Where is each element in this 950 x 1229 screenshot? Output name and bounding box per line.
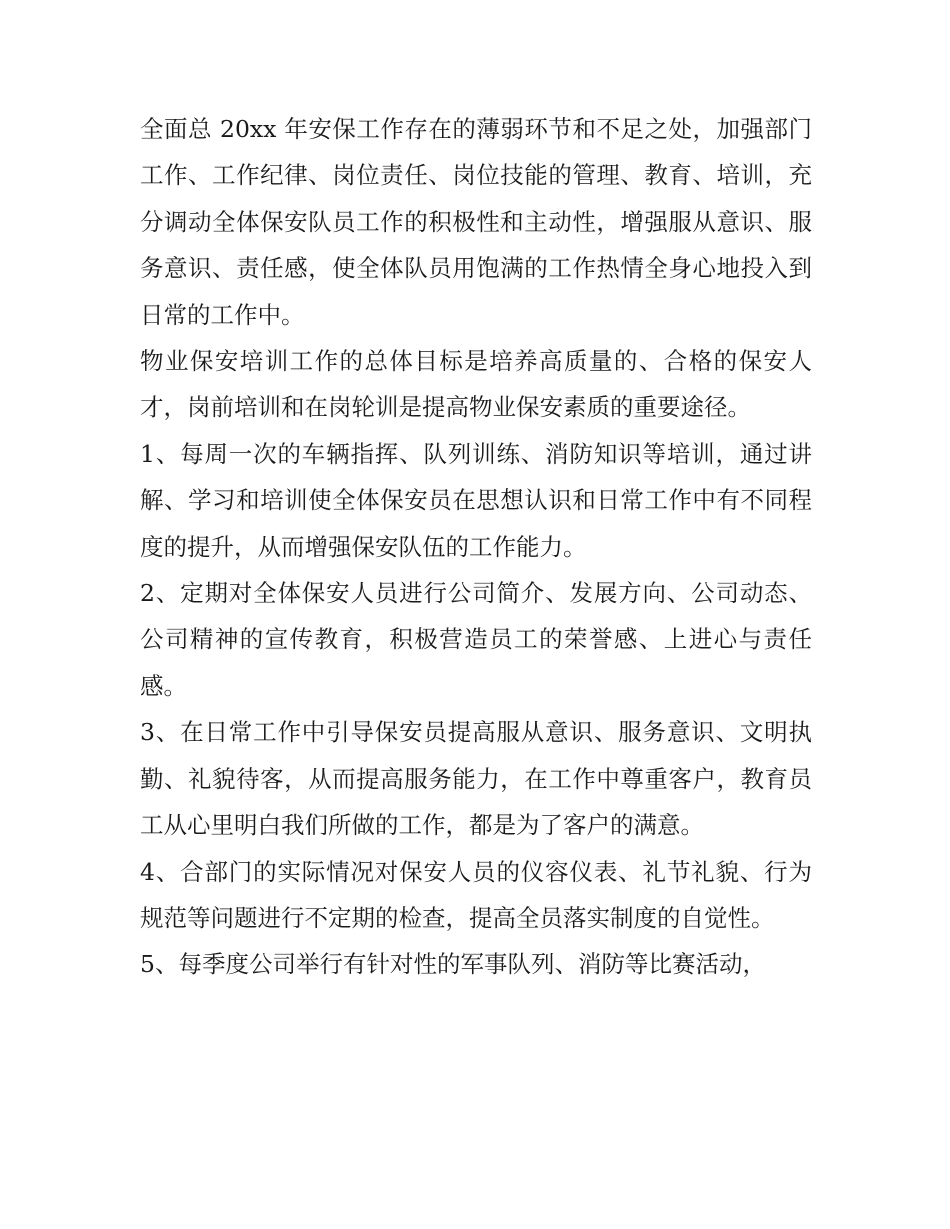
- paragraph-item-5: 5、每季度公司举行有针对性的军事队列、消防等比赛活动，: [140, 950, 766, 979]
- paragraph-item-4: 4、合部门的实际情况对保安人员的仪容仪表、礼节礼貌、行为规范等问题进行不定期的检查，提高全员落实制度的自觉性。: [140, 857, 812, 932]
- paragraph-item-1: 1、每周一次的车辆指挥、队列训练、消防知识等培训，通过讲解、学习和培训使全体保安员在思想认识和日常工作中有不同程度的提升，从而增强保安队伍的工作能力。: [140, 439, 812, 561]
- paragraph-item-3: 3、在日常工作中引导保安员提高服从意识、服务意识、文明执勤、礼貌待客，从而提高服务能力，在工作中尊重客户，教育员工从心里明白我们所做的工作，都是为了客户的满意。: [140, 718, 812, 840]
- paragraph-item-2: 2、定期对全体保安人员进行公司简介、发展方向、公司动态、公司精神的宣传教育，积极营造员工的荣誉感、上进心与责任感。: [140, 579, 812, 700]
- paragraph-summary: 全面总 20xx 年安保工作存在的薄弱环节和不足之处，加强部门工作、工作纪律、岗位责任、岗位技能的管理、教育、培训，充分调动全体保安队员工作的积极性和主动性，增强服从意识、服务意识、责任感，使全体队员用饱满的工作热情全身心地投入到日常的工作中。: [140, 115, 812, 329]
- document-body: [140, 106, 812, 988]
- paragraph-training-goal: 物业保安培训工作的总体目标是培养高质量的、合格的保安人才，岗前培训和在岗轮训是提高物业保安素质的重要途径。: [140, 347, 812, 422]
